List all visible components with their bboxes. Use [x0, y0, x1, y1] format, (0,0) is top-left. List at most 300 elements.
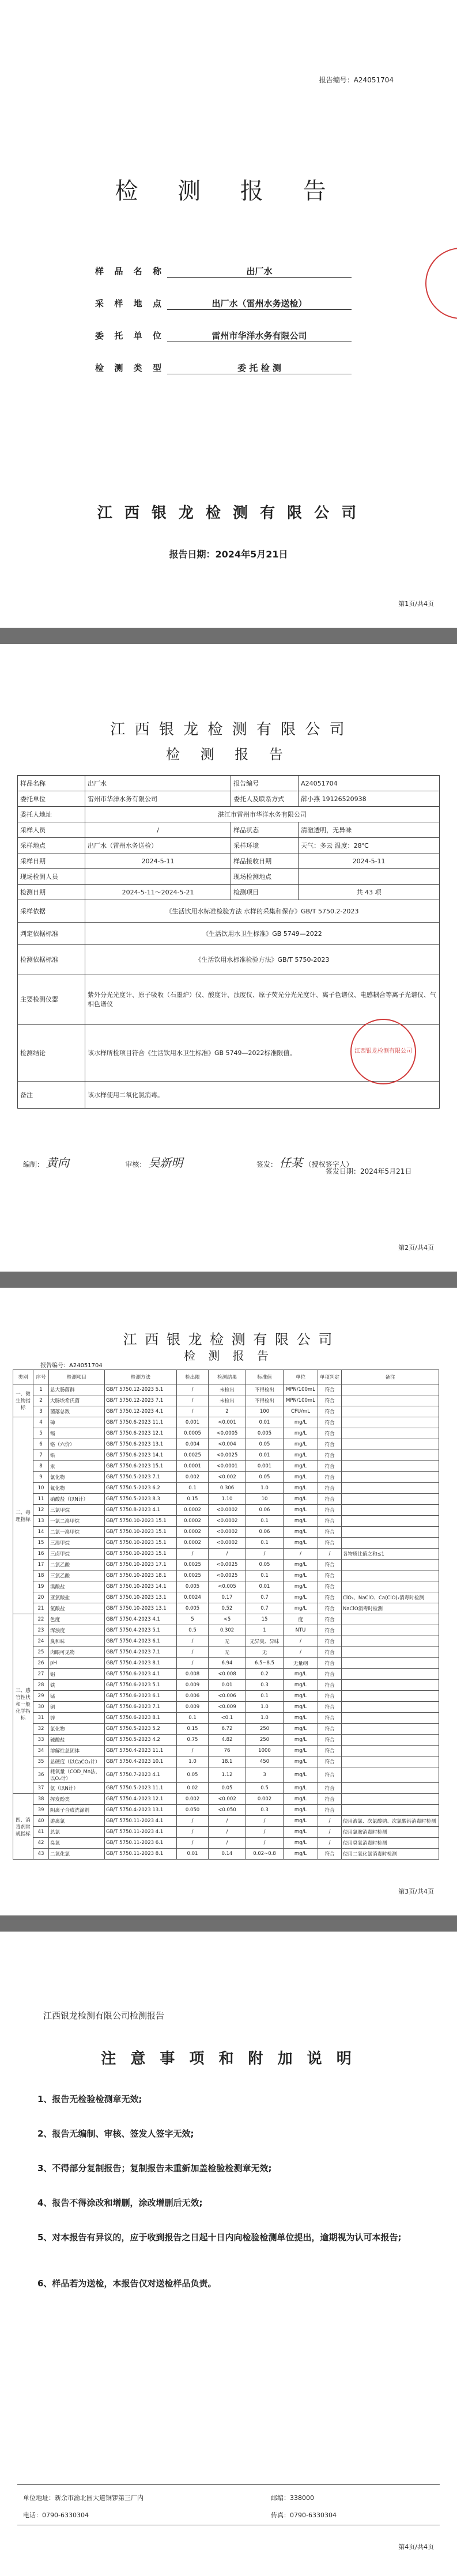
cell-value: 薛小燕 19126520938	[299, 791, 440, 807]
result-cell: 0.14	[209, 1849, 246, 1860]
result-cell: 1.0	[177, 1756, 209, 1767]
result-cell: 使用液氯、次氯酸钠、次氯酸钙消毒时检测	[342, 1816, 439, 1827]
result-cell: <0.006	[209, 1691, 246, 1702]
result-cell: 无	[209, 1636, 246, 1647]
result-cell: 度	[284, 1614, 318, 1625]
cell-label: 检测日期	[18, 885, 85, 900]
result-cell: 符合	[318, 1636, 342, 1647]
result-cell: 符合	[318, 1516, 342, 1527]
field-value: 出厂水	[167, 265, 352, 278]
result-cell: 0.01	[246, 1450, 284, 1461]
result-cell: mg/L	[284, 1756, 318, 1767]
result-cell: 臭和味	[49, 1636, 105, 1647]
result-cell: GB/T 5750.4-2023 10.1	[105, 1756, 177, 1767]
result-cell	[342, 1669, 439, 1680]
result-cell: GB/T 5750.11-2023 4.1	[105, 1816, 177, 1827]
result-cell: mg/L	[284, 1702, 318, 1713]
result-cell: mg/L	[284, 1724, 318, 1735]
result-cell: /	[284, 1636, 318, 1647]
result-cell: <0.0025	[209, 1450, 246, 1461]
result-cell: 1.0	[246, 1713, 284, 1724]
result-cell: GB/T 5750.6-2023 7.1	[105, 1702, 177, 1713]
result-cell	[342, 1805, 439, 1816]
result-cell	[342, 1538, 439, 1549]
result-cell: MPN/100mL	[284, 1384, 318, 1395]
result-cell: 游离氯	[49, 1816, 105, 1827]
telephone: 电话：0790-6330304	[23, 2511, 89, 2519]
result-cell: 符合	[318, 1527, 342, 1538]
result-cell: mg/L	[284, 1603, 318, 1614]
company-header: 江西银龙检测有限公司检测报告	[43, 2010, 165, 2021]
result-cell: 41	[33, 1827, 49, 1838]
result-cell: 0.1	[246, 1691, 284, 1702]
result-cell: 符合	[318, 1395, 342, 1406]
result-cell: 0.0005	[177, 1428, 209, 1439]
result-cell: GB/T 5750.6-2023 8.1	[105, 1713, 177, 1724]
result-cell: <0.0005	[209, 1428, 246, 1439]
result-cell: 符合	[318, 1538, 342, 1549]
cell-label: 采样地点	[18, 838, 85, 853]
result-cell: /	[246, 1816, 284, 1827]
result-row	[13, 1614, 439, 1625]
result-cell: 0.15	[177, 1494, 209, 1505]
result-cell: 0.005	[246, 1428, 284, 1439]
result-row	[13, 1735, 439, 1746]
result-cell: 6.94	[209, 1658, 246, 1669]
notes-title: 注 意 事 项 和 附 加 说 明	[101, 2050, 356, 2067]
result-cell	[342, 1505, 439, 1516]
result-cell: /	[209, 1838, 246, 1849]
result-cell: 0.05	[209, 1783, 246, 1794]
result-row	[13, 1549, 439, 1560]
result-cell: 符合	[318, 1658, 342, 1669]
result-cell: GB/T 5750.6-2023 13.1	[105, 1439, 177, 1450]
result-cell	[342, 1581, 439, 1592]
result-cell: GB/T 5750.4-2023 7.1	[105, 1647, 177, 1658]
result-cell: 0.15	[177, 1724, 209, 1735]
result-cell: /	[177, 1658, 209, 1669]
cell-label: 判定依据标准	[18, 923, 85, 945]
result-cell	[342, 1614, 439, 1625]
cell-value: 2024-5-11	[85, 853, 231, 869]
result-cell: <0.0002	[209, 1527, 246, 1538]
result-cell: mg/L	[284, 1794, 318, 1805]
result-cell: 符合	[318, 1767, 342, 1783]
result-cell: 0.05	[246, 1472, 284, 1483]
result-cell: mg/L	[284, 1849, 318, 1860]
result-cell: <0.002	[209, 1794, 246, 1805]
col-header: 检测结果	[209, 1370, 246, 1384]
result-row	[13, 1702, 439, 1713]
divider	[17, 2484, 440, 2485]
result-cell: mg/L	[284, 1783, 318, 1794]
field-label: 采样地点	[95, 298, 161, 309]
result-cell: 一氯二溴甲烷	[49, 1516, 105, 1527]
result-cell	[342, 1767, 439, 1783]
note-item: 5、对本报告有异议的，应于收到报告之日起十日内向检验检测单位提出，逾期视为认可本报告;	[37, 2232, 402, 2243]
field-test-type	[95, 362, 352, 374]
result-cell: 40	[33, 1816, 49, 1827]
result-cell: mg/L	[284, 1439, 318, 1450]
result-cell: NaClO消毒时检测	[342, 1603, 439, 1614]
result-cell: 挥发酚类	[49, 1794, 105, 1805]
result-cell: 36	[33, 1767, 49, 1783]
note-item: 3、不得部分复制报告；复制报告未重新加盖检验检测章无效;	[37, 2163, 272, 2173]
company-name: 江 西 银 龙 检 测 有 限 公 司	[110, 721, 347, 738]
result-cell: 6.5~8.5	[246, 1658, 284, 1669]
result-cell: 100	[246, 1406, 284, 1417]
result-cell: 38	[33, 1794, 49, 1805]
result-cell: 铜	[49, 1702, 105, 1713]
result-row	[13, 1527, 439, 1538]
result-cell: 总大肠菌群	[49, 1384, 105, 1395]
result-cell: GB/T 5750.12-2023 5.1	[105, 1384, 177, 1395]
result-cell: 1.12	[209, 1767, 246, 1783]
result-row	[13, 1680, 439, 1691]
result-cell: 浑浊度	[49, 1625, 105, 1636]
result-cell: 0.0025	[177, 1560, 209, 1570]
result-cell: GB/T 5750.11-2023 4.1	[105, 1827, 177, 1838]
result-cell: 76	[209, 1746, 246, 1756]
note-item: 4、报告不得涂改和增删，涂改增删后无效;	[37, 2198, 203, 2208]
col-header: 检出限	[177, 1370, 209, 1384]
result-row	[13, 1658, 439, 1669]
result-cell: <0.0002	[209, 1516, 246, 1527]
approver-label: 签发：	[256, 1160, 278, 1169]
result-cell: 0.0025	[177, 1450, 209, 1461]
result-cell: 硝酸盐（以N计）	[49, 1494, 105, 1505]
result-cell: 25	[33, 1647, 49, 1658]
result-cell: GB/T 5750.6-2023 12.1	[105, 1428, 177, 1439]
result-cell: 4	[33, 1417, 49, 1428]
result-cell: 锌	[49, 1713, 105, 1724]
result-cell: 0.0024	[177, 1592, 209, 1603]
result-row	[13, 1794, 439, 1805]
result-cell: 9	[33, 1472, 49, 1483]
result-cell: GB/T 5750.5-2023 6.2	[105, 1483, 177, 1494]
result-cell: 符合	[318, 1483, 342, 1494]
result-cell: 28	[33, 1680, 49, 1691]
result-cell: /	[177, 1549, 209, 1560]
field-label: 委托单位	[95, 331, 161, 341]
result-cell: 符合	[318, 1691, 342, 1702]
sign-date: 签发日期：2024年5月21日	[326, 1167, 412, 1175]
report-title: 检 测 报 告	[183, 1349, 274, 1363]
result-cell	[342, 1472, 439, 1483]
result-cell: 无量纲	[284, 1658, 318, 1669]
result-cell: 0.05	[246, 1560, 284, 1570]
results-table	[13, 1369, 439, 1860]
result-cell: mg/L	[284, 1767, 318, 1783]
result-cell	[342, 1625, 439, 1636]
result-cell: 符合	[318, 1805, 342, 1816]
result-cell: mg/L	[284, 1428, 318, 1439]
cell-value	[85, 1025, 440, 1082]
category-cell: 一、微生物指标	[13, 1384, 33, 1417]
note-item: 1、报告无检验检测章无效;	[37, 2094, 142, 2104]
result-cell: 0.5	[177, 1625, 209, 1636]
result-cell: 色度	[49, 1614, 105, 1625]
result-cell: 不得检出	[246, 1395, 284, 1406]
result-row	[13, 1647, 439, 1658]
result-row	[13, 1538, 439, 1549]
result-cell: 250	[246, 1724, 284, 1735]
result-cell: GB/T 5750.6-2023 15.1	[105, 1461, 177, 1472]
result-cell: 0.1	[246, 1538, 284, 1549]
result-cell: 符合	[318, 1592, 342, 1603]
field-value: 雷州市华洋水务有限公司	[167, 329, 352, 342]
result-cell: 0.2	[246, 1669, 284, 1680]
result-cell: GB/T 5750.10-2023 15.1	[105, 1538, 177, 1549]
result-cell: ClO₂、NaClO、Ca(ClO)₂消毒时检测	[342, 1592, 439, 1603]
result-cell: GB/T 5750.4-2023 11.1	[105, 1746, 177, 1756]
result-cell	[342, 1384, 439, 1395]
result-cell: 34	[33, 1746, 49, 1756]
result-cell: GB/T 5750.6-2023 6.1	[105, 1691, 177, 1702]
result-cell	[342, 1756, 439, 1767]
result-cell: mg/L	[284, 1713, 318, 1724]
result-cell: GB/T 5750.5-2023 8.3	[105, 1494, 177, 1505]
signature-row	[23, 1154, 412, 1175]
report-number: 报告编号：A24051704	[40, 1363, 103, 1369]
result-cell: 氨（以N计）	[49, 1783, 105, 1794]
result-row	[13, 1849, 439, 1860]
result-cell: 三溴甲烷	[49, 1538, 105, 1549]
result-cell: 10	[246, 1494, 284, 1505]
result-cell: 0.1	[177, 1713, 209, 1724]
result-cell: 23	[33, 1625, 49, 1636]
result-cell: <0.1	[209, 1713, 246, 1724]
result-cell: 符合	[318, 1746, 342, 1756]
result-cell: 符合	[318, 1614, 342, 1625]
report-title: 检 测 报 告	[166, 746, 291, 762]
cell-value	[299, 869, 440, 885]
result-cell: /	[284, 1647, 318, 1658]
approver-signature: 任某	[279, 1156, 303, 1170]
result-cell	[342, 1527, 439, 1538]
cell-value: 雷州市华洋水务有限公司	[85, 791, 231, 807]
result-cell: 0.0025	[177, 1570, 209, 1581]
result-cell: 0.008	[177, 1669, 209, 1680]
result-cell: mg/L	[284, 1816, 318, 1827]
result-cell: 18	[33, 1570, 49, 1581]
result-cell: 12	[33, 1505, 49, 1516]
result-cell: 33	[33, 1735, 49, 1746]
result-cell: 符合	[318, 1439, 342, 1450]
cell-label: 委托单位	[18, 791, 85, 807]
note-item: 2、报告无编制、审核、签发人签字无效;	[37, 2129, 194, 2139]
result-cell: 42	[33, 1838, 49, 1849]
cell-value: A24051704	[299, 776, 440, 791]
page-results	[0, 1288, 457, 1915]
result-cell: 8	[33, 1461, 49, 1472]
result-cell: 0.005	[177, 1581, 209, 1592]
cell-label: 检测结论	[18, 1025, 85, 1082]
result-cell: GB/T 5750.12-2023 4.1	[105, 1406, 177, 1417]
result-cell: 耗氧量（COD_Mn法，以O₂计）	[49, 1767, 105, 1783]
result-cell: 不得检出	[246, 1384, 284, 1395]
result-row	[13, 1838, 439, 1849]
result-cell: mg/L	[284, 1450, 318, 1461]
result-cell	[342, 1713, 439, 1724]
result-cell: 使用二氧化氯消毒时检测	[342, 1849, 439, 1860]
result-cell: 符合	[318, 1724, 342, 1735]
cell-value: 出厂水（雷州水务送检）	[85, 838, 231, 853]
result-row	[13, 1767, 439, 1783]
result-cell: mg/L	[284, 1472, 318, 1483]
result-cell: GB/T 5750.10-2023 13.1	[105, 1603, 177, 1614]
result-cell: GB/T 5750.10-2023 15.1	[105, 1549, 177, 1560]
result-row	[13, 1395, 439, 1406]
result-cell: <0.0002	[209, 1538, 246, 1549]
cell-value: 《生活饮用水标准检验方法》GB/T 5750-2023	[85, 945, 440, 974]
result-cell: <0.005	[209, 1581, 246, 1592]
result-cell: GB/T 5750.4-2023 12.1	[105, 1794, 177, 1805]
result-cell: 0.001	[246, 1461, 284, 1472]
result-cell: mg/L	[284, 1746, 318, 1756]
result-cell: 0.17	[209, 1592, 246, 1603]
result-cell: 26	[33, 1658, 49, 1669]
result-cell: 1	[33, 1384, 49, 1395]
cell-label: 采样环境	[231, 838, 299, 853]
result-cell: 0.1	[246, 1570, 284, 1581]
result-cell	[342, 1794, 439, 1805]
result-cell: 符合	[318, 1713, 342, 1724]
result-cell: GB/T 5750.4-2023 6.1	[105, 1636, 177, 1647]
result-row	[13, 1724, 439, 1735]
result-cell: 3	[33, 1406, 49, 1417]
result-cell: 符合	[318, 1406, 342, 1417]
result-cell: 总氯	[49, 1827, 105, 1838]
report-date: 报告日期：2024年5月21日	[169, 549, 288, 560]
result-row	[13, 1805, 439, 1816]
result-row	[13, 1570, 439, 1581]
result-cell	[342, 1450, 439, 1461]
result-cell: /	[177, 1395, 209, 1406]
result-row	[13, 1625, 439, 1636]
result-cell: 氯酸盐	[49, 1603, 105, 1614]
result-cell: <5	[209, 1614, 246, 1625]
result-cell: 6.72	[209, 1724, 246, 1735]
col-header: 类别	[13, 1370, 33, 1384]
result-cell: 5	[33, 1428, 49, 1439]
note-item: 6、样品若为送检，本报告仅对送检样品负责。	[37, 2278, 217, 2289]
result-cell: 0.7	[246, 1592, 284, 1603]
result-cell	[342, 1406, 439, 1417]
result-cell: 0.004	[177, 1439, 209, 1450]
reviewer-label: 审核：	[125, 1160, 146, 1169]
result-cell: mg/L	[284, 1581, 318, 1592]
result-cell: /	[177, 1406, 209, 1417]
result-cell: mg/L	[284, 1527, 318, 1538]
result-cell: 铬（六价）	[49, 1439, 105, 1450]
category-cell: 三、感官性状和一般化学指标	[13, 1614, 33, 1794]
result-cell: 符合	[318, 1702, 342, 1713]
result-cell: 溶解性总固体	[49, 1746, 105, 1756]
result-cell: mg/L	[284, 1570, 318, 1581]
result-cell: 符合	[318, 1428, 342, 1439]
col-header: 备注	[342, 1370, 439, 1384]
result-cell: 30	[33, 1702, 49, 1713]
result-cell: mg/L	[284, 1838, 318, 1849]
result-cell: 2	[209, 1406, 246, 1417]
result-cell: GB/T 5750.5-2023 4.2	[105, 1735, 177, 1746]
reviewer-signature: 吴新明	[148, 1156, 183, 1170]
result-cell: 汞	[49, 1461, 105, 1472]
col-header: 单位	[284, 1370, 318, 1384]
result-cell: 未检出	[209, 1384, 246, 1395]
result-cell: 10	[33, 1483, 49, 1494]
page-number: 第4页/共4页	[398, 2543, 434, 2551]
result-cell: 0.7	[246, 1603, 284, 1614]
result-cell: 0.0001	[177, 1461, 209, 1472]
result-cell: <0.0025	[209, 1560, 246, 1570]
cell-value: 该水样使用二氧化氯消毒。	[85, 1082, 440, 1109]
result-cell: 0.0002	[177, 1538, 209, 1549]
result-cell: 0.06	[246, 1527, 284, 1538]
result-row	[13, 1406, 439, 1417]
page-number: 第2页/共4页	[398, 1244, 434, 1251]
result-cell: 17	[33, 1560, 49, 1570]
result-cell: mg/L	[284, 1494, 318, 1505]
conclusion-text: 该水样所检项目符合《生活饮用水卫生标准》GB 5749—2022标准限值。	[88, 1049, 296, 1057]
result-cell: GB/T 5750.10-2023 14.1	[105, 1581, 177, 1592]
field-sample-name	[95, 265, 352, 278]
result-cell: 符合	[318, 1625, 342, 1636]
result-cell: <0.002	[209, 1472, 246, 1483]
result-row	[13, 1560, 439, 1570]
result-cell: /	[177, 1816, 209, 1827]
result-cell: /	[246, 1549, 284, 1560]
result-cell: 15	[246, 1614, 284, 1625]
result-cell: 20	[33, 1592, 49, 1603]
result-cell: mg/L	[284, 1827, 318, 1838]
result-cell: 0.302	[209, 1625, 246, 1636]
result-row	[13, 1428, 439, 1439]
result-cell: 符合	[318, 1849, 342, 1860]
result-cell: 0.005	[177, 1603, 209, 1614]
result-cell: 符合	[318, 1450, 342, 1461]
cell-label: 样品接收日期	[231, 853, 299, 869]
result-cell: 0.01	[209, 1680, 246, 1691]
cover-title: 检 测 报 告	[115, 178, 342, 204]
result-cell: 符合	[318, 1603, 342, 1614]
result-cell: GB/T 5750.4-2023 8.1	[105, 1658, 177, 1669]
result-cell: GB/T 5750.6-2023 4.1	[105, 1669, 177, 1680]
result-cell	[342, 1560, 439, 1570]
result-cell: mg/L	[284, 1538, 318, 1549]
result-cell: 符合	[318, 1417, 342, 1428]
result-cell: 三卤甲烷	[49, 1549, 105, 1560]
cell-value: 清澈透明，无异味	[299, 822, 440, 838]
result-cell: 0.5	[246, 1783, 284, 1794]
result-cell: 符合	[318, 1494, 342, 1505]
result-cell: <0.009	[209, 1702, 246, 1713]
result-cell: 0.050	[177, 1805, 209, 1816]
cell-value: 紫外分光光度计、原子吸收（石墨炉）仪、酸度计、浊度仪、原子荧光分光光度计、离子色谱仪、电感耦合等离子光谱仪、气相色谱仪	[85, 974, 440, 1025]
result-cell: mg/L	[284, 1516, 318, 1527]
field-client	[95, 329, 352, 342]
result-cell: 0.01	[246, 1417, 284, 1428]
result-cell: 无	[209, 1647, 246, 1658]
result-cell: 二氯乙酸	[49, 1560, 105, 1570]
result-cell: GB/T 5750.7-2023 4.1	[105, 1767, 177, 1783]
cell-label: 采样依据	[18, 900, 85, 923]
result-cell	[342, 1516, 439, 1527]
result-cell: mg/L	[284, 1560, 318, 1570]
result-cell: 铝	[49, 1669, 105, 1680]
result-cell	[342, 1691, 439, 1702]
